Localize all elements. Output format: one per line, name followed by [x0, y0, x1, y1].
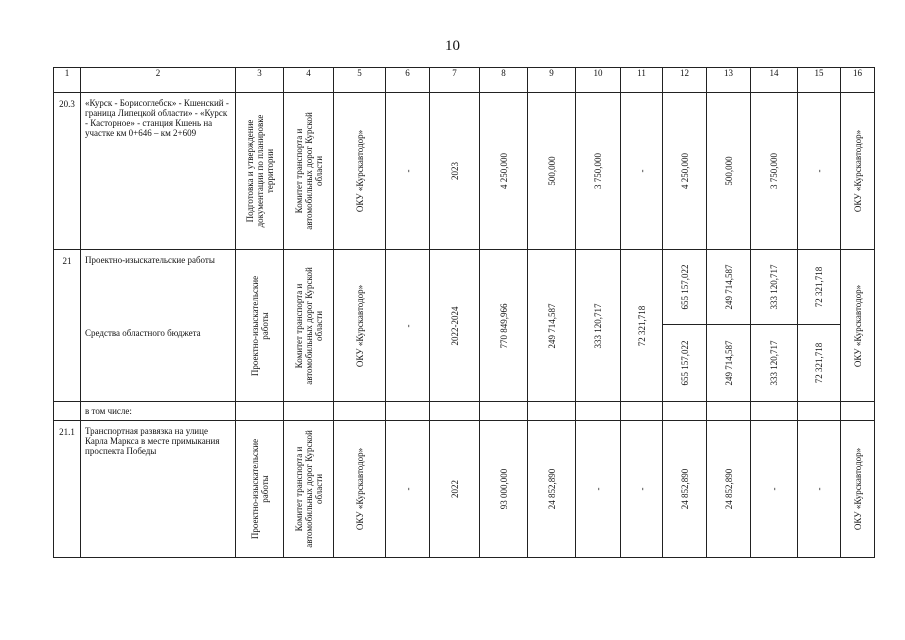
table-row — [54, 421, 875, 558]
row-period: 2022 — [430, 421, 480, 558]
row-responsible: Комитет транспорта и автомобильных дорог Курской области — [284, 250, 334, 402]
row-activity: Проектно-изыскательские работы — [236, 250, 284, 402]
row-name: Транспортная развязка на улице Карла Маркса в месте примыкания проспекта Победы — [81, 421, 236, 558]
row-empty — [621, 402, 663, 421]
table-row — [54, 93, 875, 250]
row-c15-total: 72 321,718 — [798, 250, 840, 325]
row-c13: 24 852,890 — [707, 421, 751, 558]
row-c13-total: 249 714,587 — [707, 250, 750, 325]
col-header: 1 — [54, 68, 81, 93]
col-header: 9 — [528, 68, 576, 93]
row-c8: 4 250,000 — [480, 93, 528, 250]
row-period: 2023 — [430, 93, 480, 250]
col-header: 11 — [621, 68, 663, 93]
row-c13-budget: 249 714,587 — [723, 340, 734, 386]
row-executor: ОКУ «Курскавтодор» — [334, 421, 386, 558]
row-empty — [576, 402, 621, 421]
row-id: 20.3 — [54, 93, 81, 250]
row-c10: 333 120,717 — [576, 250, 621, 402]
row-activity: Проектно-изыскательские работы — [236, 421, 284, 558]
row-empty — [798, 402, 841, 421]
row-c6: - — [386, 93, 430, 250]
row-c15-split — [798, 250, 841, 402]
row-c11: 72 321,718 — [621, 250, 663, 402]
col-header: 10 — [576, 68, 621, 93]
row-empty — [54, 402, 81, 421]
row-activity: Подготовка и утверждение документации по планировке территории — [236, 93, 284, 250]
row-empty — [386, 402, 430, 421]
col-header: 13 — [707, 68, 751, 93]
col-header: 12 — [663, 68, 707, 93]
row-c12: 4 250,000 — [663, 93, 707, 250]
row-empty — [430, 402, 480, 421]
row-empty — [841, 402, 875, 421]
row-executor: ОКУ «Курскавтодор» — [334, 93, 386, 250]
row-c11: - — [621, 93, 663, 250]
row-c16: ОКУ «Курскавтодор» — [841, 250, 875, 402]
row-c14-total: 333 120,717 — [751, 250, 797, 325]
col-header: 4 — [284, 68, 334, 93]
row-c8: 93 000,000 — [480, 421, 528, 558]
row-empty — [707, 402, 751, 421]
row-period: 2022-2024 — [430, 250, 480, 402]
row-c15: - — [798, 421, 841, 558]
row-c14: - — [751, 421, 798, 558]
row-name: «Курск - Борисоглебск» - Кшенский - граница Липецкой области» - «Курск - Касторное» - станция Кшень на участке км 0+646 – км 2+609 — [81, 93, 236, 250]
row-id: 21.1 — [54, 421, 81, 558]
col-header: 16 — [841, 68, 875, 93]
program-table — [53, 67, 875, 558]
row-empty — [236, 402, 284, 421]
row-c14-split — [751, 250, 798, 402]
row-empty — [751, 402, 798, 421]
row-c12: 24 852,890 — [663, 421, 707, 558]
col-header: 6 — [386, 68, 430, 93]
row-c14: 3 750,000 — [751, 93, 798, 250]
row-c16: ОКУ «Курскавтодор» — [841, 93, 875, 250]
col-header: 5 — [334, 68, 386, 93]
col-header: 2 — [81, 68, 236, 93]
row-c12-split — [663, 250, 707, 402]
row-name-budget: Средства областного бюджета — [85, 328, 201, 338]
row-c11: - — [621, 421, 663, 558]
page-number: 10 — [445, 38, 460, 54]
row-name — [81, 250, 236, 402]
row-responsible: Комитет транспорта и автомобильных дорог Курской области — [284, 93, 334, 250]
row-c12-budget: 655 157,022 — [679, 340, 690, 386]
row-c14-budget: 333 120,717 — [769, 340, 779, 386]
row-empty — [480, 402, 528, 421]
col-header: 3 — [236, 68, 284, 93]
col-header: 14 — [751, 68, 798, 93]
row-name-main: Проектно-изыскательские работы — [85, 255, 215, 265]
row-empty — [334, 402, 386, 421]
header-row — [54, 68, 875, 93]
col-header: 8 — [480, 68, 528, 93]
row-c15-budget: 72 321,718 — [814, 342, 824, 384]
row-c9: 500,000 — [528, 93, 576, 250]
row-executor: ОКУ «Курскавтодор» — [334, 250, 386, 402]
row-id: 21 — [54, 250, 81, 402]
row-c12-total: 655 157,022 — [663, 250, 706, 325]
row-c6: - — [386, 250, 430, 402]
table-row — [54, 250, 875, 402]
row-empty — [663, 402, 707, 421]
row-c6: - — [386, 421, 430, 558]
row-c9: 24 852,890 — [528, 421, 576, 558]
row-empty — [528, 402, 576, 421]
row-c8: 770 849,966 — [480, 250, 528, 402]
row-responsible: Комитет транспорта и автомобильных дорог Курской области — [284, 421, 334, 558]
row-c10: 3 750,000 — [576, 93, 621, 250]
col-header: 15 — [798, 68, 841, 93]
col-header: 7 — [430, 68, 480, 93]
table-row — [54, 402, 875, 421]
row-c10: - — [576, 421, 621, 558]
row-empty — [284, 402, 334, 421]
row-c13: 500,000 — [707, 93, 751, 250]
row-c9: 249 714,587 — [528, 250, 576, 402]
row-c13-split — [707, 250, 751, 402]
row-c15: - — [798, 93, 841, 250]
row-label: в том числе: — [81, 402, 236, 421]
row-c16: ОКУ «Курскавтодор» — [841, 421, 875, 558]
